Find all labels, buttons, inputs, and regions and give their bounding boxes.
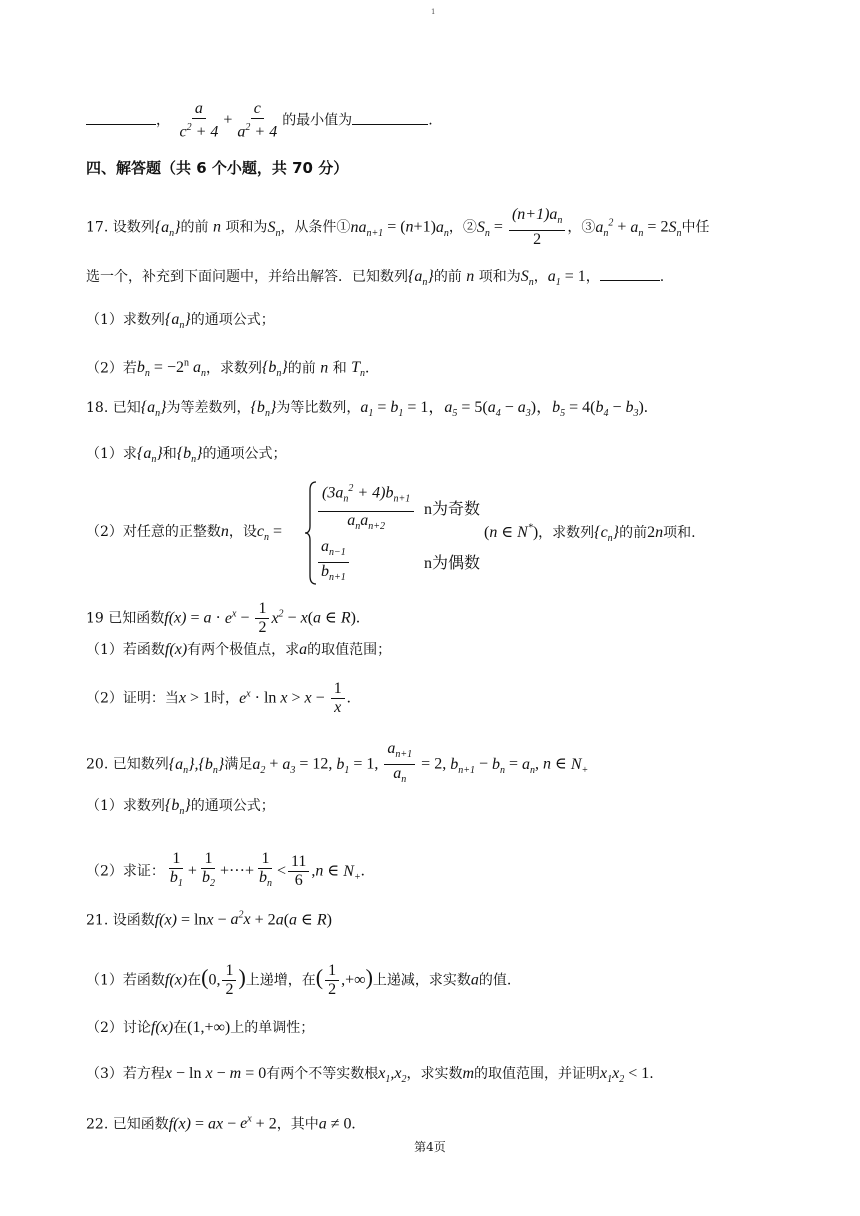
q21-part2: （2）讨论f(x)在(1,+∞)上的单调性；: [86, 1019, 315, 1036]
text: （3）若方程: [86, 1066, 165, 1082]
min-text: 的最小值为: [282, 112, 353, 129]
text: 在: [173, 1020, 188, 1036]
q17-part1: （1）求数列$\{a_n\}$的通项公式；: [86, 311, 275, 332]
q20-line1: 20. 已知数列$\{a_n\},\{b_n\}$满足$a_2 + a_3 = 12$, $b_1 = 1$, $\frac{a_{n+1}}{a_n}$ = 2, $b_{n+1} - b_n = a_n$, n ∈ $N_+$: [86, 740, 589, 786]
text: ，求实数: [406, 1066, 463, 1082]
text: 上的单调性；: [230, 1020, 315, 1036]
text: （2）对任意的正整数: [86, 524, 221, 540]
text: 上递增，在: [245, 972, 316, 989]
text: 的前: [433, 269, 462, 285]
q18-part2-label: （2）对任意的正整数n，设$c_n$ =: [86, 523, 283, 544]
q21-part3: （3）若方程x − ln x − m = 0有两个不等实数根$x_1,x_2$，求实数m的取值范围，并证明$x_1x_2 < 1$.: [86, 1065, 654, 1086]
fraction-sn: $\frac{(n+1)a_n}{2}$: [509, 206, 565, 249]
text: 的值.: [478, 972, 512, 989]
text: 中任: [681, 219, 710, 236]
intro-line: ， $\frac{a}{c^2 + 4}$ + $\frac{c}{a^2 + 4}$ 的最小值为 .: [86, 100, 433, 141]
q19-line1: 19 已知函数$f(x) = a \cdot e^x$ − $\frac{1}{2}$ $x^2 - x(a$ ∈ R).: [86, 600, 360, 636]
text: 17. 设数列: [86, 219, 155, 236]
q17-line2: 选一个，补充到下面问题中，并给出解答．已知数列$\{a_n\}$的前 n 项和为$S_n$，$a_1 = 1$， .: [86, 268, 665, 289]
text: 21. 设函数: [86, 912, 155, 929]
piece-even-condition: n为偶数: [424, 555, 481, 572]
answer-blank-3: [600, 266, 660, 281]
text: 满足: [224, 756, 253, 773]
section-title: 四、解答题（共 6 个小题，共 70 分）: [86, 159, 349, 177]
text: （1）若函数: [86, 972, 165, 989]
text: 20. 已知数列: [86, 756, 169, 773]
q18-line1: 18. 已知$\{a_n\}$为等差数列，$\{b_n\}$为等比数列，$a_1 = b_1 = 1$，$a_5 = 5(a_4 - a_3)$，$b_5 = 4(b_4 - b_3)$.: [86, 399, 648, 420]
piece-odd-expr: $\frac{(3a_n^2 + 4)b_{n+1}}{a_na_{n+2}}$: [316, 478, 416, 536]
period: .: [428, 112, 433, 129]
text: 上递减，求实数: [372, 972, 471, 989]
text: 18. 已知: [86, 400, 141, 416]
text: 在: [187, 972, 202, 989]
text: （2）讨论: [86, 1020, 151, 1036]
text: 和: [332, 360, 347, 377]
text: （1）求数列: [86, 312, 165, 328]
text: 的取值范围，并证明: [474, 1066, 601, 1082]
text: 22. 已知函数: [86, 1116, 169, 1133]
q17-part2: （2）若$b_n = -2^n$ $a_n$，求数列$\{b_n\}$的前 n 和 $T_n$．: [86, 358, 380, 380]
text: 为等比数列，: [276, 400, 361, 416]
text: 有两个不等实数根: [266, 1066, 379, 1082]
text: 的通项公式；: [190, 312, 275, 328]
q18-part2-tail: (n ∈ N*)，求数列$\{c_n\}$的前2n项和.: [484, 522, 696, 545]
text: 的前: [619, 525, 648, 541]
text: 有两个极值点，求: [187, 642, 300, 658]
text: 和: [162, 446, 177, 462]
q22-line1: 22. 已知函数f(x) = ax − $e^x + 2$，其中a ≠ 0.: [86, 1114, 356, 1133]
q17-line1: 17. 设数列$\{a_n\}$的前 n 项和为$S_n$，从条件$①na_{n+1} = (n+1)a_n$，$②S_n$ = $\frac{(n+1)a_n}{2}$ ，$③a_n^2 + a_n = 2S_n$中任: [86, 206, 710, 249]
text: 的通项公式；: [190, 798, 275, 814]
fraction-c: $\frac{c}{a^2 + 4}$: [237, 100, 278, 141]
q20-part1: （1）求数列$\{b_n\}$的通项公式；: [86, 797, 275, 818]
text: 19 已知函数: [86, 610, 165, 627]
text: ，求数列: [538, 525, 595, 541]
q21-line1: 21. 设函数$f(x) = \ln x - a^2x + 2a(a$ ∈ R): [86, 910, 332, 929]
page-number: 第4页: [414, 1140, 446, 1154]
answer-blank-2: [352, 110, 428, 125]
text: 项和.: [663, 525, 696, 541]
text: （1）求: [86, 446, 137, 462]
text: ，从条件①: [280, 219, 351, 236]
text: 项和为: [478, 269, 521, 285]
text: ，③: [567, 219, 596, 236]
q19-part2: （2）证明：当x > 1时，$e^x \cdot \ln x > x$ − $\frac{1}{x}$ .: [86, 680, 351, 716]
text: ，其中: [276, 1116, 319, 1133]
text: ，求数列: [205, 360, 262, 377]
fraction-a: $\frac{a}{c^2 + 4}$: [179, 100, 219, 141]
comma: ，: [156, 112, 170, 129]
text: 的前: [287, 360, 316, 377]
text: 的取值范围；: [307, 642, 392, 658]
piece-odd-condition: n为奇数: [424, 501, 481, 518]
q18-part1: （1）求$\{a_n\}$和$\{b_n\}$的通项公式；: [86, 445, 287, 466]
piece-even-expr: $\frac{a_{n-1}}{b_{n+1}}$: [316, 538, 351, 587]
q20-part2: （2）求证： $\frac{1}{b_1}$ + $\frac{1}{b_2}$ +···+ $\frac{1}{b_n}$ < $\frac{11}{6}$ ,n ∈ $N_+$.: [86, 850, 365, 890]
text: 的通项公式；: [202, 446, 287, 462]
text: 项和为: [225, 219, 268, 236]
text: ，②: [448, 219, 477, 236]
q21-part1: （1）若函数f(x)在(0, $\frac{1}{2}$ )上递增，在( $\frac{1}{2}$ ,+∞)上递减，求实数a的值.: [86, 962, 512, 998]
text: （2）若: [86, 360, 137, 377]
text: （1）求数列: [86, 798, 165, 814]
text: 选一个，补充到下面问题中，并给出解答．已知数列: [86, 269, 408, 285]
text: ，: [585, 269, 600, 285]
text: .: [649, 1066, 654, 1082]
text: 时，: [211, 690, 240, 707]
text: ．: [365, 360, 380, 377]
text: 为等差数列，: [166, 400, 251, 416]
text: （1）若函数: [86, 642, 165, 658]
text: ，: [533, 269, 548, 285]
q19-part1: （1）若函数f(x)有两个极值点，求a的取值范围；: [86, 641, 392, 658]
answer-blank: [86, 110, 156, 125]
text: （2）求证：: [86, 863, 165, 880]
text: （2）证明：当: [86, 690, 179, 707]
text: ，设: [228, 524, 257, 540]
page-mark: 1: [431, 8, 436, 16]
text: 的前: [180, 219, 209, 236]
